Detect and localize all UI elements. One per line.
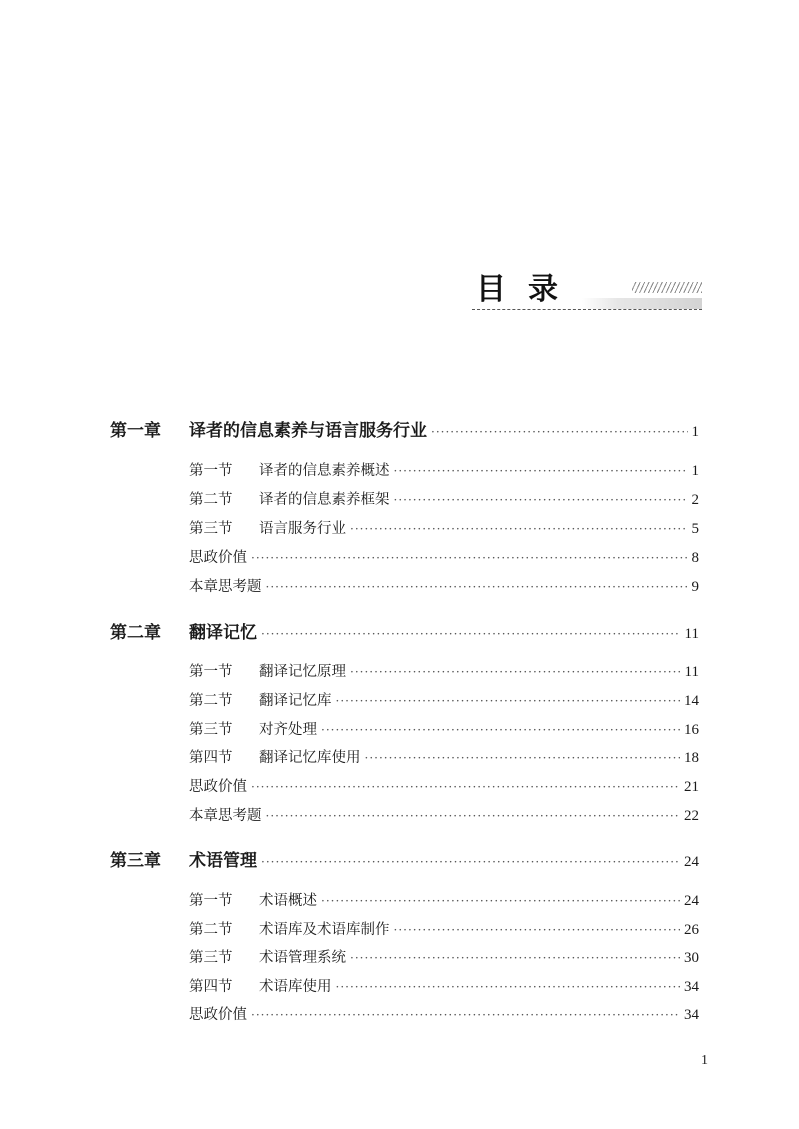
section-number: 第三节 — [189, 521, 233, 537]
section-number: 第一节 — [189, 463, 233, 479]
toc-heading — [472, 268, 702, 314]
dot-leader — [365, 751, 681, 765]
section-page: 34 — [684, 979, 699, 995]
dot-leader — [394, 493, 688, 507]
dot-leader — [321, 723, 680, 737]
dot-leader — [350, 665, 681, 679]
dot-leader — [350, 951, 680, 965]
section-title: 本章思考题 — [189, 579, 262, 595]
toc-chapter-2[interactable] — [110, 618, 699, 643]
section-number: 第二节 — [189, 693, 233, 709]
section-page: 5 — [691, 521, 699, 537]
footer-page-number: 1 — [701, 1053, 708, 1068]
chapter-number: 第三章 — [110, 851, 161, 871]
section-title: 翻译记忆库使用 — [259, 750, 361, 766]
section-title: 本章思考题 — [189, 808, 262, 824]
toc-section[interactable] — [189, 546, 699, 567]
chapter-title: 译者的信息素养与语言服务行业 — [189, 421, 427, 441]
section-number: 第四节 — [189, 979, 233, 995]
toc-chapter-3[interactable] — [110, 846, 699, 871]
dot-leader — [394, 464, 688, 478]
section-page: 30 — [684, 950, 699, 966]
section-page: 34 — [684, 1007, 699, 1023]
section-number: 第二节 — [189, 922, 233, 938]
section-number: 第三节 — [189, 950, 233, 966]
dot-leader — [350, 522, 688, 536]
toc-section[interactable] — [189, 775, 699, 796]
section-title: 术语库及术语库制作 — [259, 922, 390, 938]
section-number: 第三节 — [189, 722, 233, 738]
chapter-page: 11 — [684, 626, 699, 642]
chapter-title: 翻译记忆 — [189, 623, 257, 643]
chapter-number: 第一章 — [110, 421, 161, 441]
dot-leader — [251, 1008, 680, 1022]
section-title: 翻译记忆库 — [259, 693, 332, 709]
section-number: 第四节 — [189, 750, 233, 766]
section-page: 14 — [684, 693, 699, 709]
section-title: 翻译记忆原理 — [259, 664, 346, 680]
section-page: 21 — [684, 779, 699, 795]
section-title: 术语概述 — [259, 893, 317, 909]
toc-section[interactable] — [189, 517, 699, 538]
toc-section[interactable] — [189, 660, 699, 681]
section-page: 1 — [691, 463, 699, 479]
dot-leader — [336, 694, 681, 708]
section-title: 译者的信息素养框架 — [259, 492, 390, 508]
toc-chapter-1[interactable] — [110, 416, 699, 441]
section-page: 16 — [684, 722, 699, 738]
dot-leader — [266, 580, 688, 594]
chapter-title: 术语管理 — [189, 851, 257, 871]
toc-section[interactable] — [189, 918, 699, 939]
section-title: 思政价值 — [189, 779, 247, 795]
dot-leader — [261, 855, 680, 869]
section-page: 11 — [684, 664, 699, 680]
section-page: 22 — [684, 808, 699, 824]
chapter-page: 1 — [691, 424, 699, 440]
section-page: 26 — [684, 922, 699, 938]
chapter-page: 24 — [684, 854, 699, 870]
dot-leader — [266, 809, 681, 823]
toc-section[interactable] — [189, 746, 699, 767]
decorative-hatch — [632, 282, 702, 293]
section-title: 思政价值 — [189, 1007, 247, 1023]
dot-leader — [431, 425, 688, 439]
section-page: 2 — [691, 492, 699, 508]
section-title: 思政价值 — [189, 550, 247, 566]
section-number: 第一节 — [189, 893, 233, 909]
toc-section[interactable] — [189, 575, 699, 596]
section-number: 第一节 — [189, 664, 233, 680]
dot-leader — [321, 894, 680, 908]
section-page: 24 — [684, 893, 699, 909]
toc-section[interactable] — [189, 946, 699, 967]
section-number: 第二节 — [189, 492, 233, 508]
section-title: 对齐处理 — [259, 722, 317, 738]
dot-leader — [251, 551, 688, 565]
section-page: 9 — [691, 579, 699, 595]
toc-section[interactable] — [189, 1003, 699, 1024]
section-title: 术语管理系统 — [259, 950, 346, 966]
section-title: 译者的信息素养概述 — [259, 463, 390, 479]
toc-section[interactable] — [189, 488, 699, 509]
section-page: 8 — [691, 550, 699, 566]
decorative-gray-bar — [582, 298, 702, 309]
toc-section[interactable] — [189, 718, 699, 739]
toc-section[interactable] — [189, 689, 699, 710]
decorative-dashed-rule — [472, 309, 702, 310]
dot-leader — [336, 980, 681, 994]
dot-leader — [394, 923, 681, 937]
chapter-number: 第二章 — [110, 623, 161, 643]
section-title: 语言服务行业 — [259, 521, 346, 537]
dot-leader — [251, 780, 680, 794]
section-page: 18 — [684, 750, 699, 766]
page-title: 目录 — [476, 272, 580, 307]
section-title: 术语库使用 — [259, 979, 332, 995]
dot-leader — [261, 627, 681, 641]
toc-section[interactable] — [189, 459, 699, 480]
toc-section[interactable] — [189, 889, 699, 910]
toc-section[interactable] — [189, 804, 699, 825]
toc-section[interactable] — [189, 975, 699, 996]
